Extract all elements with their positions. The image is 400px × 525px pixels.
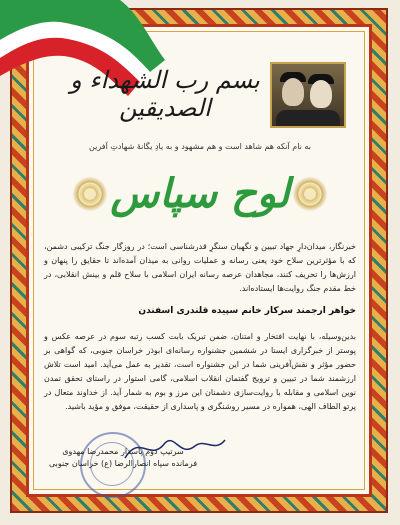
flag-emblem-icon [25,45,35,55]
calligraphy-heading: بسم رب الشهداء و الصدیقین [70,66,260,122]
signatory-position: فرمانده سپاه انصارالرضا (ع) خراسان جنوبی [48,459,198,468]
subtitle-line: به نام آنکه هم شاهد است و هم مشهود و به یادِ یگانهٔ شهادتِ آفرین [89,142,311,151]
certificate-title: لوح سپاس [110,170,290,217]
title-area [40,160,360,230]
signatory-name: سرتیپ دوم پاسدار محمدرضا مهدوی [62,447,184,456]
leaders-portrait [270,62,346,128]
signature-block [48,446,198,470]
recipient-name: خواهر ارجمند سرکار خانم سپیده قلندری اسفندن [138,306,356,316]
intro-paragraph: خبرنگار، میدان‌دارِ جهاد تبیین و نگهبان سنگرِ قدرشناسی است؛ در روزگار جنگ ترکیبی دشمن، که با مؤثرترین سلاح خود یعنی رسانه و عملیات روانی به میدان آمده‌اند تا حقایق را پنهان و ارزش‌ها را تحریف کنند، مجاهدان عرصه رسانه ایران اسلامی با سلاح قلم و بینش انقلابی، در خط مقدم جنگ روایت‌ها ایستاده‌اند. [44,242,356,293]
appreciation-paragraph: بدین‌وسیله، با نهایت افتخار و امتنان، ضمن تبریک بابت کسب رتبه سوم در عرصه عکس و پوستر از خبرگزاری ایسنا در ششمین جشنواره رسانه‌ای ابوذر خراسان جنوبی، که گواهی بر حضور مؤثر و نقش‌آفرینی شما در این جشنواره است، تقدیر به عمل می‌آید. امید است تلاش ارزشمند شما در تبیین و ترویج گفتمان انقلاب اسلامی، گامی استوار در راستای تحقق تمدن نوین اسلامی و مقابله با روایت‌سازی دشمنان این مرز و بوم به شمار آید. از خداوند متعال در پرتو الطاف الهی، همواره در مسیر روشنگری و پاسداری از حقیقت، موفق و مؤید باشید. [44,332,356,411]
header [40,58,360,128]
